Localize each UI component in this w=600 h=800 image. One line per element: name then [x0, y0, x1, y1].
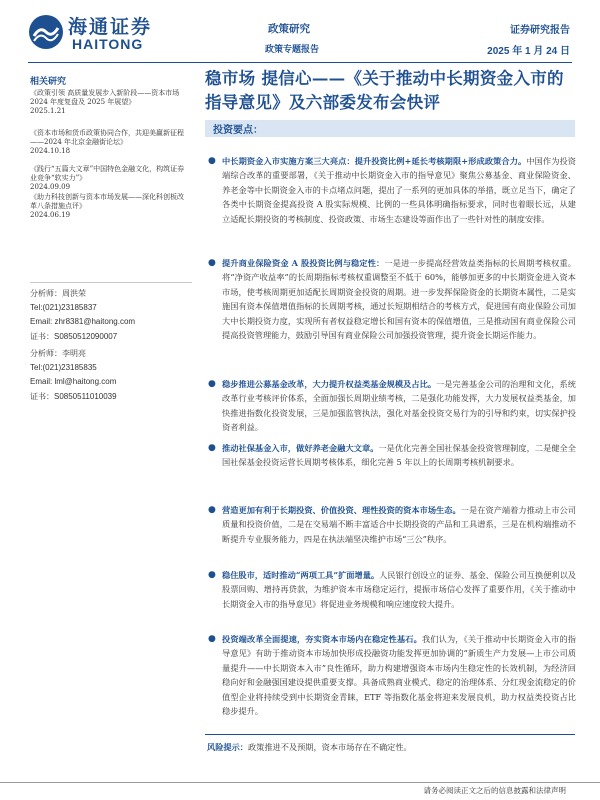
- key-point-paragraph: [222, 503, 576, 546]
- related-item[interactable]: [30, 165, 190, 192]
- analyst-block: [30, 347, 117, 404]
- key-point-heading: 营造更加有利于长期投资、价值投资、理性投资的资本市场生态。: [222, 505, 461, 515]
- haitong-logo: [28, 12, 178, 56]
- analyst-name: 分析师：周洪荣: [30, 289, 86, 298]
- key-point-text: 我们认为，《关于推动中长期资金入市的指导意见》有助于推动资本市场加快形成投融资功能发挥更加协调的“新质生产力发展—上市公司质量提升——中长期资本入市”良性循环，助力构建增强资本市场内生稳定性的长效机制，为经济回稳向好和金融强国建设提供重要支撑。具备成熟商业模式、稳定的治理体系、分红现金流稳定的价值型企业将持续受到中长期资金青睐，ETF 等指数化基金将迎来发展良机，助力权益类投资占比稳步提升。: [222, 634, 576, 717]
- haitong-emblem-icon: [28, 14, 64, 50]
- key-point-paragraph: [222, 441, 576, 470]
- analyst-email[interactable]: Email: lml@haitong.com: [30, 377, 117, 387]
- related-item-title: 《资本市场和货币政策协同合作，共迎美赢新征程——2024 年北京金融街论坛》: [30, 129, 184, 146]
- analyst-email[interactable]: Email: zhr8381@haitong.com: [30, 317, 136, 327]
- footer-divider: [0, 782, 600, 783]
- related-item-date: 2024.10.18: [30, 147, 71, 155]
- report-title: 稳市场 提信心——《关于推动中长期资金入市的指导意见》及六部委发布会快评: [205, 69, 564, 112]
- risk-text: 政策推进不及预期，资本市场存在不确定性。: [247, 742, 412, 752]
- key-point-heading: 稳住股市，适时推动“两项工具”扩面增量。: [222, 570, 380, 580]
- related-item-date: 2024.09.09: [30, 183, 71, 191]
- key-point-paragraph: [222, 377, 576, 435]
- sidebar-divider: [30, 282, 192, 283]
- bullet-icon: ●: [208, 443, 216, 453]
- bullet-icon: ●: [208, 258, 216, 268]
- key-point-heading: 提升商业保险资金 A 股投资比例与稳定性：: [222, 258, 385, 268]
- key-point-text: 人民银行创设立的证券、基金、保险公司互换便利以及股票回购、增持再贷款，为维护资本市场稳定运行，提振市场信心发挥了重要作用，《关于推动中长期资金入市的指导意见》将促进业务规模和响应速度较大提升。: [222, 570, 576, 609]
- bullet-icon: ●: [208, 505, 216, 515]
- key-point-text: 一是在资产端着力推动上市公司质量和投资价值，二是在交易端不断丰富适合中长期投资的产品和工具谱系，三是在机构端推动不断提升专业服务能力，四是在执法端坚决维护市场“三公”秩序。: [222, 505, 576, 544]
- key-point-heading: 推动社保基金入市，做好养老金融大文章。: [222, 443, 379, 453]
- report-date: 2025 年 1 月 24 日: [487, 46, 570, 57]
- analyst-block: [30, 287, 135, 344]
- report-subcategory: 政策专题报告: [265, 45, 320, 55]
- related-item[interactable]: [30, 129, 190, 156]
- related-item[interactable]: [30, 89, 190, 116]
- header-divider: [28, 62, 572, 63]
- analyst-cert: 证书：S0850511010039: [30, 391, 117, 401]
- risk-warning: [207, 742, 577, 753]
- bullet-icon: ●: [208, 570, 216, 580]
- key-points-label: 投资要点：: [213, 125, 263, 136]
- key-point-heading: 稳步推进公募基金改革，大力提升权益类基金规模及占比。: [222, 379, 437, 389]
- analyst-cert: 证书：S0850512090007: [30, 331, 118, 341]
- bullet-icon: ●: [208, 634, 216, 644]
- key-point-heading: 投资端改革全面提速，夯实资本市场内在稳定性基石。: [222, 634, 422, 644]
- key-point-text: 一是进一步提高经营效益类指标的长周期考核权重。将“净资产收益率”的长周期指标考核权重调整至不低于 60%，能够加更多的中长期资金进入资本市场，使考核周期更加适配长周期资金投资的周期。进一步发挥保险资金的长期资本属性，二是实施国有资本保值增值指标的长周期考核，通过长短期相结合的考核方式，促进国有商业保险公司加大中长期投资力度，实现所有者权益稳定增长和国有资本的保值增值，三是推动国有商业保险公司提高投资管理能力，鼓励引导国有商业保险公司加强投资管理，提升资金长期运作能力。: [222, 258, 576, 341]
- related-item-date: 2025.1.21: [30, 107, 66, 115]
- related-item-title: 《政策引领 高质量发展步入新阶段——资本市场 2024 年度复盘及 2025 年展望》: [30, 89, 180, 106]
- footer-disclaimer[interactable]: 请务必阅读正文之后的信息披露和法律声明: [423, 786, 566, 795]
- bullet-icon: ●: [208, 379, 216, 389]
- analyst-name: 分析师：李明亮: [30, 349, 86, 358]
- analyst-tel: Tel:(021)23185837: [30, 303, 97, 313]
- risk-label: 风险提示：: [207, 742, 248, 752]
- key-point-paragraph: [222, 632, 576, 718]
- key-point-text: 一是优化完善全国社保基金投资管理制度，二是健全全国社保基金投资运营长周期考核体系，细化完善 5 年以上的长周期考核机制要求。: [222, 443, 576, 468]
- report-category: 政策研究: [268, 23, 310, 35]
- logo-chinese-text: 海通证券: [68, 16, 153, 38]
- logo-english-text: HAITONG: [72, 36, 144, 52]
- risk-divider: [205, 734, 575, 735]
- related-item-date: 2024.06.19: [30, 211, 71, 219]
- report-type: 证券研究报告: [510, 25, 570, 36]
- key-point-paragraph: [222, 568, 576, 611]
- related-item-title: 《助力科技创新与资本市场发展——深化科创板改革八条措施点评》: [30, 193, 184, 210]
- key-point-text: 一是完善基金公司的治理和文化，系统改革行业考核评价体系，全面加强长周期业绩考核，二是强化功能发挥，大力发展权益类基金，加快推进指数化投资发展，三是加强监管执法，强化对基金投资交易行为的引导和约束，切实保护投资者利益。: [222, 379, 576, 433]
- analyst-tel: Tel:(021)23185835: [30, 363, 97, 373]
- bullet-icon: ●: [208, 156, 216, 166]
- related-research-title: 相关研究: [30, 77, 67, 87]
- key-point-paragraph: [222, 154, 576, 226]
- key-point-heading: 中长期资金入市实施方案三大亮点：提升投资比例+延长考核期限+形成政策合力。: [222, 156, 527, 166]
- key-point-paragraph: [222, 256, 576, 342]
- key-point-text: 中国作为投资端综合改革的重要部署，《关于推动中长期资金入市的指导意见》聚焦公募基金、商业保险资金、养老金等中长期资金入市的卡点堵点问题，提出了一系列的更加具体的举措，既立足当下，确定了各类中长期资金提高投资 A 股实际规模、比例的一些具体明确指标要求，同时也着眼长远，从建立适配长期投资的考核制度、投资政策、市场生态建设等面作出了一些针对性的制度安排。: [222, 156, 576, 224]
- related-item[interactable]: [30, 193, 190, 220]
- key-points-bar: [205, 120, 575, 137]
- related-item-title: 《践行“五篇大文章”中国特色金融文化，构筑证券业竞争“软实力”》: [30, 165, 185, 182]
